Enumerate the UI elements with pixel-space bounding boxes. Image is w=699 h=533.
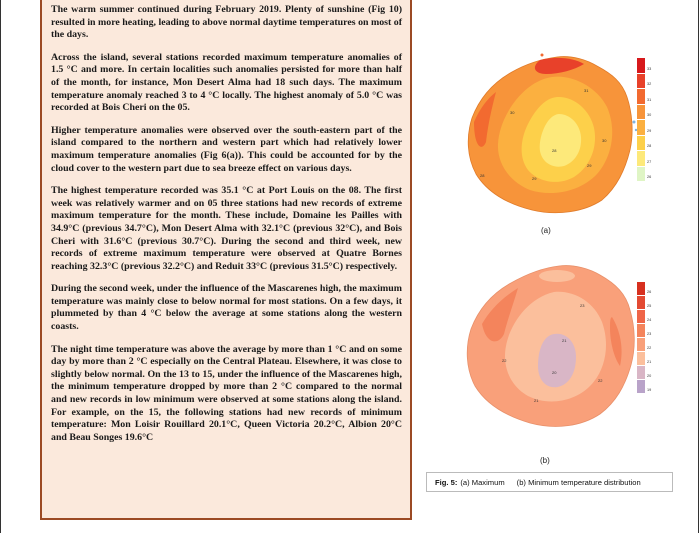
text-panel <box>40 0 412 520</box>
legend-swatch <box>637 151 645 167</box>
contour-label: 20 <box>552 370 557 375</box>
legend-swatch <box>637 310 645 324</box>
legend-swatch <box>637 105 645 121</box>
legend-swatch <box>637 136 645 152</box>
legend-swatch <box>637 324 645 338</box>
legend-label: 25 <box>647 303 652 308</box>
paragraph-anomalies: Across the island, several stations recorded maximum temperature anomalies of 1.5 °C and more. In certain localities such anomalies persisted for more than half of the month, for instance, Mon Desert Alma had 18 such days. The maximum temperature anomaly reached 3 to 4 °C locally. The highest anomaly of 5.0 °C was recorded at Bois Cheri on the 05. <box>51 51 402 114</box>
paragraph-summary: The warm summer continued during February 2019. Plenty of sunshine (Fig 10) resulted in more heating, leading to above normal daytime temperatures on most of the days. <box>51 4 402 41</box>
legend-label: 26 <box>647 289 652 294</box>
legend-swatch <box>637 89 645 105</box>
contour-label: 22 <box>502 358 507 363</box>
legend-label: 19 <box>647 387 652 392</box>
contour-fill-north <box>539 270 575 282</box>
legend-swatch <box>637 296 645 310</box>
legend-swatch <box>637 120 645 136</box>
contour-label: 22 <box>598 378 603 383</box>
figure-label-a: (a) <box>541 226 551 235</box>
legend-label: 31 <box>647 97 652 102</box>
legend-label: 27 <box>647 159 652 164</box>
figure-caption <box>426 472 673 492</box>
legend-label: 23 <box>647 331 652 336</box>
legend-swatch <box>637 282 645 296</box>
legend-swatch <box>637 366 645 380</box>
legend-min <box>637 282 652 394</box>
figure-caption-a: (a) Maximum <box>460 477 505 487</box>
legend-max <box>637 58 652 182</box>
legend-label: 24 <box>647 317 652 322</box>
legend-label: 33 <box>647 66 652 71</box>
paragraph-second-week: During the second week, under the influence of the Mascarenes high, the maximum temperature was mainly close to below normal for most stations. On a few days, it plummeted by than 4 °C below the average at some stations along the western coasts. <box>51 283 402 333</box>
figure-caption-prefix: Fig. 5: <box>435 477 458 487</box>
legend-swatch <box>637 74 645 90</box>
legend-label: 26 <box>647 175 652 180</box>
legend-swatch <box>637 58 645 74</box>
islet <box>541 54 544 57</box>
contour-label: 31 <box>584 88 589 93</box>
paragraph-night: The night time temperature was above the average by more than 1 °C and on some day by more than 2 °C especially on the Central Plateau. Elsewhere, it was close to slightly below normal. On the 13 to 15, under the influence of the Mascarenes high, the minimum temperature dropped by more than 2 °C compared to the normal and new records in low minimum were observed at some stations along the island. For example, on the 15, the following stations had new records of minimum temperature: Mon Loisir Rouillard 20.1°C, Queen Victoria 20.2°C, Albion 20°C and Beau Songes 19.6°C <box>51 343 402 443</box>
paragraph-records: The highest temperature recorded was 35.1 °C at Port Louis on the 08. The first week was relatively warmer and on 05 three stations had new records of extreme maximum temperature for the month. These include, Domaine les Pailles with 34.9°C (previous 34.7°C), Mon Desert Alma with 32.1°C (previous 32°C), and Bois Cheri with 31.6°C (previous 30.7°C). During the second and third week, new records of extreme maximum temperature were observed at Quatre Bornes reaching 32.3°C (previous 32.2°C) and Reduit 33°C (previous 31.5°C) respectively. <box>51 185 402 272</box>
figure-label-b: (b) <box>540 456 550 465</box>
paragraph-spatial: Higher temperature anomalies were observed over the south-eastern part of the island compared to the northern and western part which had relatively lower maximum temperature anomalies (Fig 6(a)). This could be accounted for by the cloud cover to the western part due to sea breeze effect on various days. <box>51 124 402 174</box>
legend-label: 20 <box>647 373 652 378</box>
contour-label: 30 <box>602 138 607 143</box>
legend-swatch <box>637 338 645 352</box>
legend-swatch <box>637 352 645 366</box>
legend-label: 32 <box>647 82 652 87</box>
contour-label: 29 <box>587 163 592 168</box>
legend-label: 21 <box>647 359 652 364</box>
legend-label: 29 <box>647 128 652 133</box>
contour-label: 30 <box>510 110 515 115</box>
contour-label: 21 <box>534 398 539 403</box>
page-border-left <box>0 0 1 533</box>
islet <box>633 121 636 124</box>
legend-swatch <box>637 380 645 394</box>
legend-label: 22 <box>647 345 652 350</box>
legend-swatch <box>637 167 645 183</box>
contour-label: 29 <box>532 176 537 181</box>
figure-caption-b: (b) Minimum temperature distribution <box>516 477 641 487</box>
legend-label: 28 <box>647 144 652 149</box>
contour-label: 23 <box>580 303 585 308</box>
contour-label: 28 <box>552 148 557 153</box>
contour-label: 21 <box>562 338 567 343</box>
contour-label: 28 <box>480 173 485 178</box>
legend-label: 30 <box>647 113 652 118</box>
